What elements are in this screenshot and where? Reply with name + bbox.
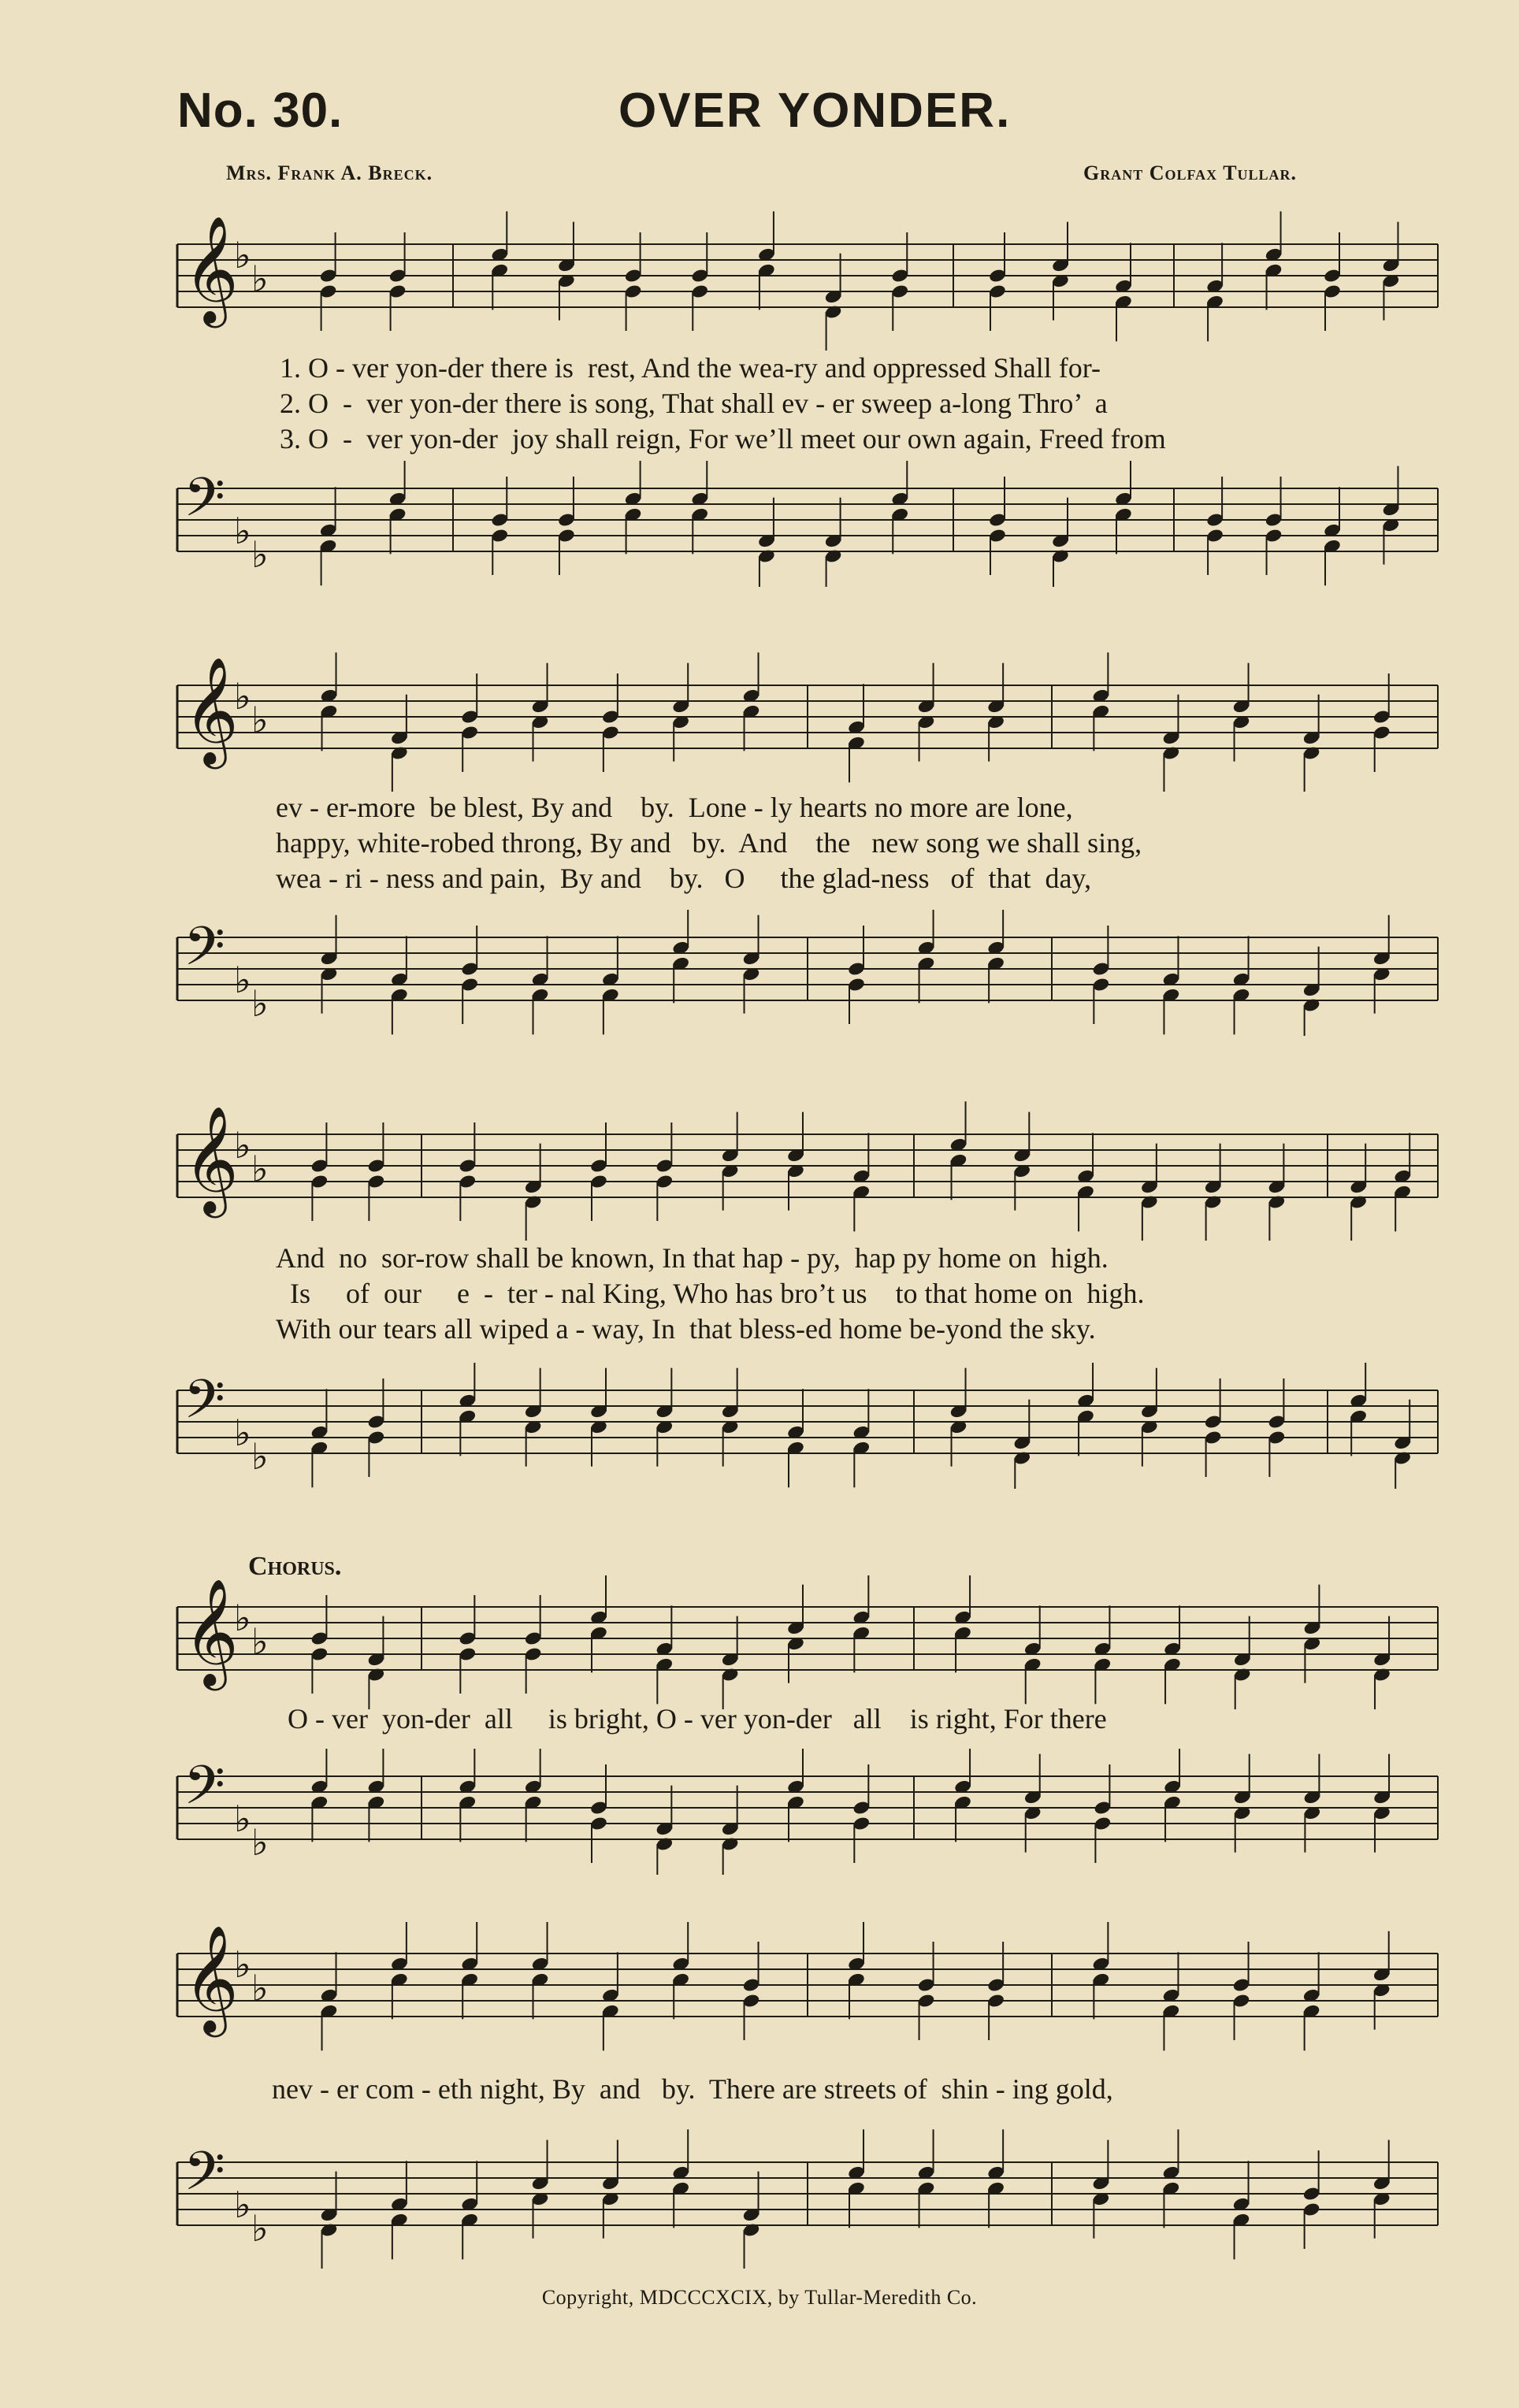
treble-staff-notation <box>154 1099 1446 1241</box>
bass-staff <box>154 2127 1446 2269</box>
composer-credit: Grant Colfax Tullar. <box>1083 161 1298 184</box>
flat-icon: ♭ <box>251 1821 269 1864</box>
flat-icon: ♭ <box>234 234 251 276</box>
bass-clef-icon: 𝄢 <box>184 2141 225 2216</box>
lyric-chorus: O - ver yon-der all is bright, O - ver yon-der all is right, For there <box>288 1703 1107 1735</box>
lyricist-credit: Mrs. Frank A. Breck. <box>226 161 433 184</box>
lyric-verse-3: 3. O - ver yon-der joy shall reign, For we’ll meet our own again, Freed from <box>280 423 1166 455</box>
bass-staff-notation <box>154 461 1446 587</box>
treble-clef-icon: 𝄞 <box>184 655 239 764</box>
flat-icon: ♭ <box>251 2207 269 2250</box>
lyric-verse-1: ev - er-more be blest, By and by. Lone - ly hearts no more are lone, <box>276 792 1073 823</box>
bass-staff-notation <box>154 1363 1446 1489</box>
treble-staff-notation <box>154 209 1446 351</box>
lyrics-block <box>276 790 1519 896</box>
hymn-title: OVER YONDER. <box>618 83 1012 138</box>
bass-staff-notation <box>154 1749 1446 1875</box>
bass-clef-icon: 𝄢 <box>184 467 225 542</box>
treble-staff <box>154 209 1446 351</box>
bass-clef-icon: 𝄢 <box>184 916 225 991</box>
lyric-verse-3: With our tears all wiped a - way, In that bless-ed home be-yond the sky. <box>276 1313 1096 1345</box>
treble-staff-notation <box>154 1575 1446 1709</box>
bass-staff <box>154 1749 1446 1875</box>
flat-icon: ♭ <box>251 1435 269 1478</box>
flat-icon: ♭ <box>234 1943 251 1986</box>
treble-clef-icon: 𝄞 <box>184 1924 239 2032</box>
lyric-verse-1: 1. O - ver yon-der there is rest, And the wea-ry and oppressed Shall for- <box>280 352 1101 384</box>
flat-icon: ♭ <box>251 533 269 576</box>
hymn-number: No. 30. <box>177 83 344 138</box>
treble-clef-icon: 𝄞 <box>184 214 239 323</box>
flat-icon: ♭ <box>251 699 269 741</box>
bass-staff <box>154 910 1446 1036</box>
flat-icon: ♭ <box>234 959 251 1001</box>
bass-clef-icon: 𝄢 <box>184 1755 225 1830</box>
lyrics-block <box>280 351 1519 457</box>
treble-staff <box>154 650 1446 792</box>
lyric-verse-2: Is of our e - ter - nal King, Who has bro’t us to that home on high. <box>276 1278 1145 1309</box>
bass-staff-notation <box>154 2127 1446 2269</box>
treble-staff <box>154 1575 1446 1709</box>
lyric-verse-1: And no sor-row shall be known, In that hap - py, hap py home on high. <box>276 1242 1109 1274</box>
flat-icon: ♭ <box>251 982 269 1025</box>
flat-icon: ♭ <box>234 2184 251 2226</box>
bass-clef-icon: 𝄢 <box>184 1369 225 1444</box>
lyrics-block <box>272 2072 1519 2107</box>
flat-icon: ♭ <box>251 1967 269 2009</box>
lyric-verse-3: wea - ri - ness and pain, By and by. O the glad-ness of that day, <box>276 863 1092 894</box>
treble-staff-notation <box>154 650 1446 792</box>
flat-icon: ♭ <box>251 1620 269 1663</box>
flat-icon: ♭ <box>234 675 251 718</box>
flat-icon: ♭ <box>234 1124 251 1167</box>
flat-icon: ♭ <box>234 1412 251 1454</box>
flat-icon: ♭ <box>234 510 251 552</box>
lyrics-block <box>276 1241 1519 1347</box>
bass-staff <box>154 461 1446 587</box>
flat-icon: ♭ <box>234 1597 251 1639</box>
bass-staff <box>154 1363 1446 1489</box>
flat-icon: ♭ <box>251 258 269 300</box>
flat-icon: ♭ <box>234 1798 251 1840</box>
treble-clef-icon: 𝄞 <box>184 1577 239 1686</box>
treble-staff <box>154 1922 1446 2056</box>
treble-clef-icon: 𝄞 <box>184 1104 239 1213</box>
lyric-chorus: nev - er com - eth night, By and by. There are streets of shin - ing gold, <box>272 2073 1113 2105</box>
lyrics-block <box>288 1701 1519 1737</box>
treble-staff-notation <box>154 1922 1446 2056</box>
copyright-notice: Copyright, MDCCCXCIX, by Tullar-Meredith Co. <box>541 2286 978 2309</box>
treble-staff <box>154 1099 1446 1241</box>
bass-staff-notation <box>154 910 1446 1036</box>
lyric-verse-2: happy, white-robed throng, By and by. And the new song we shall sing, <box>276 827 1142 859</box>
flat-icon: ♭ <box>251 1148 269 1190</box>
chorus-label: Chorus. <box>248 1552 342 1581</box>
lyric-verse-2: 2. O - ver yon-der there is song, That shall ev - er sweep a-long Thro’ a <box>280 388 1108 419</box>
